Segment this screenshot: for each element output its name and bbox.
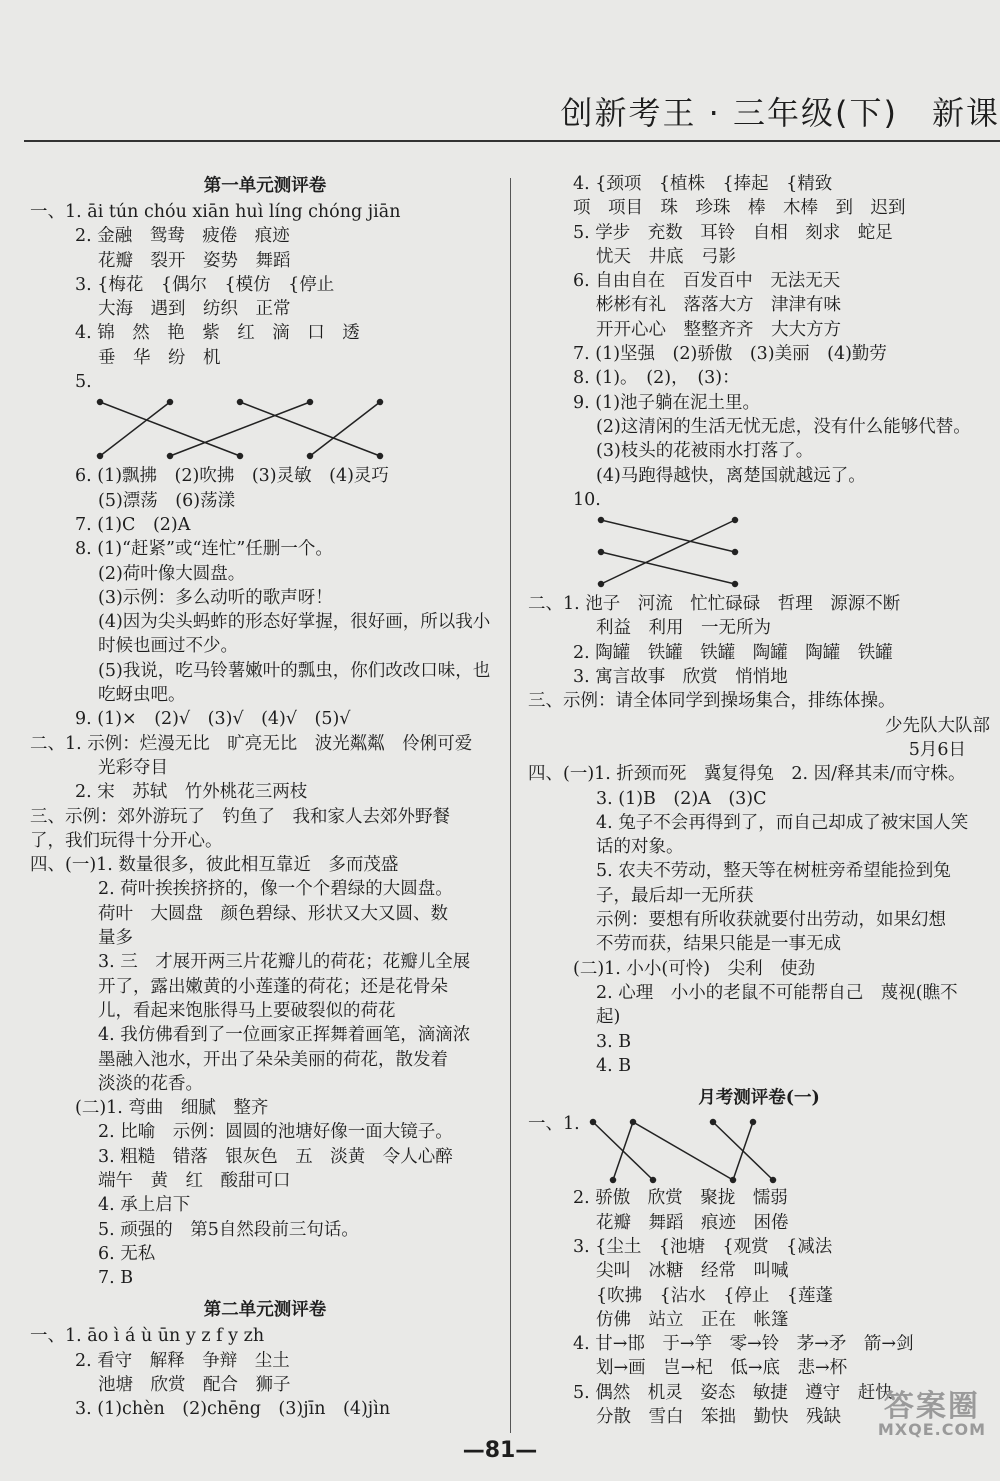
- answer-line: (二)1. 弯曲 细腻 整齐: [75, 1098, 269, 1119]
- answer-line: 3. {尘土 {池塘 {观赏 {减法: [573, 1236, 833, 1257]
- answer-line: 9. (1)池子躺在泥土里。: [573, 392, 761, 413]
- answer-line: 7. (1)坚强 (2)骄傲 (3)美丽 (4)勤劳: [573, 344, 887, 365]
- answer-line: 5.: [75, 372, 92, 393]
- answer-line: 二、1. 示例：烂漫无比 旷亮无比 波光粼粼 伶俐可爱: [30, 733, 473, 754]
- answer-line: 3. 三 才展开两三片花瓣儿的荷花；花瓣儿全展: [98, 952, 471, 973]
- answer-line: 垂 华 纷 机: [98, 347, 221, 368]
- answer-line: 四、(一)1. 数量很多，彼此相互靠近 多而茂盛: [30, 855, 399, 876]
- answer-line: 8. (1)“赶紧”或“连忙”任删一个。: [75, 539, 333, 560]
- answer-line: 2. 心理 小小的老鼠不可能帮自己 蔑视(瞧不: [596, 982, 958, 1003]
- answer-line: 分散 雪白 笨拙 勤快 残缺: [596, 1407, 841, 1428]
- answer-line: 一、1. āo ì á ù ūn y z f y zh: [30, 1326, 265, 1347]
- answer-line: (3)示例：多么动听的歌声呀！: [98, 587, 333, 608]
- answer-line: 花瓣 裂开 姿势 舞蹈: [98, 250, 291, 271]
- answer-line: 池塘 欣赏 配合 狮子: [98, 1375, 291, 1396]
- answer-line: (5)我说，吃马铃薯嫩叶的瓢虫，你们改改口味，也: [98, 660, 491, 681]
- left-column: [30, 172, 500, 1422]
- watermark-logo: [877, 1389, 986, 1439]
- answer-line: 4. 我仿佛看到了一位画家正挥舞着画笔，滴滴浓: [98, 1025, 471, 1046]
- answer-line: 二、1. 池子 河流 忙忙碌碌 哲理 源源不断: [528, 594, 901, 615]
- answer-line: 5. 偶然 机灵 姿态 敏捷 遵守 赶快: [573, 1382, 893, 1403]
- answer-line: (二)1. 小小(可怜) 尖利 使劲: [573, 958, 816, 979]
- answer-line: 大海 遇到 纺织 正常: [98, 299, 291, 320]
- unit1-title: 第一单元测评卷: [203, 176, 327, 196]
- answer-line: {吹拂 {沾水 {停止 {莲蓬: [596, 1285, 834, 1306]
- watermark-domain: MXQE.COM: [877, 1420, 986, 1439]
- answer-line: 10.: [573, 489, 601, 510]
- answer-line: 四、(一)1. 折颈而死 冀复得兔 2. 因/释其耒/而守株。: [528, 764, 966, 785]
- right-column: [528, 172, 990, 1429]
- matching-lines-diagram-month: [583, 1116, 803, 1186]
- answer-line: 2. 比喻 示例：圆圆的池塘好像一面大镜子。: [98, 1122, 453, 1143]
- answer-line: 不劳而获，结果只能是一事无成: [596, 934, 841, 955]
- answer-line: 2. 陶罐 铁罐 铁罐 陶罐 陶罐 铁罐: [573, 642, 893, 663]
- answer-line: 3. {梅花 {偶尔 {模仿 {停止: [75, 274, 335, 295]
- answer-line: 时候也画过不少。: [98, 636, 238, 657]
- answer-line: 仿佛 站立 正在 帐篷: [596, 1309, 789, 1330]
- answer-line: 一、1. āi tún chóu xiān huì líng chóng jiān: [30, 202, 401, 222]
- answer-line: 起): [596, 1007, 621, 1028]
- answer-line: 荷叶 大圆盘 颜色碧绿、形状又大又圆、数: [98, 903, 448, 924]
- answer-line: 4. 兔子不会再得到了，而自己却成了被宋国人笑: [596, 812, 969, 833]
- answer-line: 话的对象。: [596, 837, 684, 858]
- answer-line: 开了，露出嫩黄的小莲蓬的荷花；还是花骨朵: [98, 976, 448, 997]
- answer-line: 2. 金融 鸳鸯 疲倦 痕迹: [75, 226, 290, 247]
- answer-line: 示例：要想有所收获就要付出劳动，如果幻想: [596, 910, 946, 931]
- date-line: 5月6日: [908, 739, 966, 760]
- answer-line: 子，最后却一无所获: [596, 885, 754, 906]
- answer-line: 7. (1)C (2)A: [75, 514, 191, 535]
- answer-line: 2. 看守 解释 争辩 尘土: [75, 1350, 290, 1371]
- answer-line: 三、示例：郊外游玩了 钓鱼了 我和家人去郊外野餐: [30, 806, 450, 827]
- page-header: 创新考王 · 三年级(下) 新课: [560, 94, 1000, 132]
- answer-line: 4. 承上启下: [98, 1195, 191, 1216]
- answer-line: 尖叫 冰糖 经常 叫喊: [596, 1261, 789, 1282]
- signature-line: 少先队大队部: [885, 715, 990, 736]
- page-number: —81—: [462, 1438, 538, 1463]
- answer-line: 7. B: [98, 1268, 134, 1289]
- answer-line: 量多: [98, 928, 133, 949]
- answer-line: (4)因为尖头蚂蚱的形态好掌握，很好画，所以我小: [98, 612, 491, 633]
- answer-line: 彬彬有礼 落落大方 津津有味: [596, 295, 841, 316]
- answer-line: 5. 学步 充数 耳铃 自相 刻求 蛇足: [573, 222, 893, 243]
- column-divider: [510, 178, 511, 1433]
- answer-line: 端午 黄 红 酸甜可口: [98, 1170, 291, 1191]
- answer-line: 4. 甘→邯 于→竽 零→铃 茅→矛 箭→剑: [573, 1334, 914, 1355]
- answer-line: 光彩夺目: [98, 757, 168, 778]
- answer-line: 3. (1)B (2)A (3)C: [596, 788, 767, 809]
- answer-line: 3. (1)chèn (2)chēng (3)jīn (4)jìn: [75, 1399, 391, 1420]
- answer-line: 吃蚜虫吧。: [98, 685, 186, 706]
- answer-line: 3. 粗糙 错落 银灰色 五 淡黄 令人心醉: [98, 1146, 453, 1167]
- answer-line: 儿，看起来饱胀得马上要破裂似的荷花: [98, 1000, 396, 1021]
- matching-lines-diagram-10: [593, 512, 743, 592]
- answer-line: 了，我们玩得十分开心。: [30, 830, 223, 851]
- answer-line: 开开心心 整整齐齐 大大方方: [596, 319, 841, 340]
- answer-line: 淡淡的花香。: [98, 1073, 203, 1094]
- answer-line: 6. 无私: [98, 1243, 156, 1264]
- answer-line: 利益 利用 一无所为: [596, 618, 771, 639]
- answer-line: 3. 寓言故事 欣赏 悄悄地: [573, 667, 788, 688]
- answer-line: 2. 荷叶挨挨挤挤的，像一个个碧绿的大圆盘。: [98, 879, 453, 900]
- answer-line: 2. 宋 苏轼 竹外桃花三两枝: [75, 782, 308, 803]
- answer-line: 划→画 岂→杞 低→底 悲→杯: [596, 1358, 848, 1379]
- answer-line: 忧天 井底 弓影: [596, 246, 736, 267]
- matching-lines-diagram: [90, 394, 390, 464]
- watermark-main: 答案圈: [883, 1389, 980, 1424]
- answer-line: 3. B: [596, 1031, 632, 1052]
- answer-line: 一、1.: [528, 1114, 580, 1135]
- answer-line: (2)这清闲的生活无忧无虑，没有什么能够代替。: [596, 416, 971, 437]
- answer-line: 墨融入池水，开出了朵朵美丽的荷花，散发着: [98, 1049, 448, 1070]
- unit2-title: 第二单元测评卷: [203, 1300, 327, 1321]
- answer-line: 4. 锦 然 艳 紫 红 滴 口 透: [75, 323, 360, 344]
- answer-line: (4)马跑得越快，离楚国就越远了。: [596, 465, 866, 486]
- answer-line: 4. {颈项 {植株 {捧起 {精致: [573, 174, 833, 194]
- month-test-title: 月考测评卷(一): [698, 1088, 820, 1109]
- answer-line: 6. (1)飘拂 (2)吹拂 (3)灵敏 (4)灵巧: [75, 466, 389, 487]
- answer-line: (2)荷叶像大圆盘。: [98, 563, 246, 584]
- header-rule: [24, 140, 1000, 142]
- answer-line: 2. 骄傲 欣赏 聚拢 懦弱: [573, 1188, 788, 1209]
- answer-line: 花瓣 舞蹈 痕迹 困倦: [596, 1212, 789, 1233]
- answer-line: (3)枝头的花被雨水打落了。: [596, 441, 814, 462]
- answer-line: 9. (1)× (2)√ (3)√ (4)√ (5)√: [75, 709, 351, 730]
- answer-line: 项 项目 珠 珍珠 棒 木棒 到 迟到: [573, 198, 906, 219]
- answer-line: 4. B: [596, 1055, 632, 1076]
- answer-line: 5. 顽强的 第5自然段前三句话。: [98, 1219, 359, 1240]
- answer-line: (5)漂荡 (6)荡漾: [98, 490, 236, 511]
- answer-line: 6. 自由自在 百发百中 无法无天: [573, 271, 841, 292]
- answer-line: 三、示例：请全体同学到操场集合，排练体操。: [528, 691, 896, 712]
- answer-line: 5. 农夫不劳动，整天等在树桩旁希望能捡到兔: [596, 861, 951, 882]
- answer-line: 8. (1)。 (2)， (3)：: [573, 368, 740, 389]
